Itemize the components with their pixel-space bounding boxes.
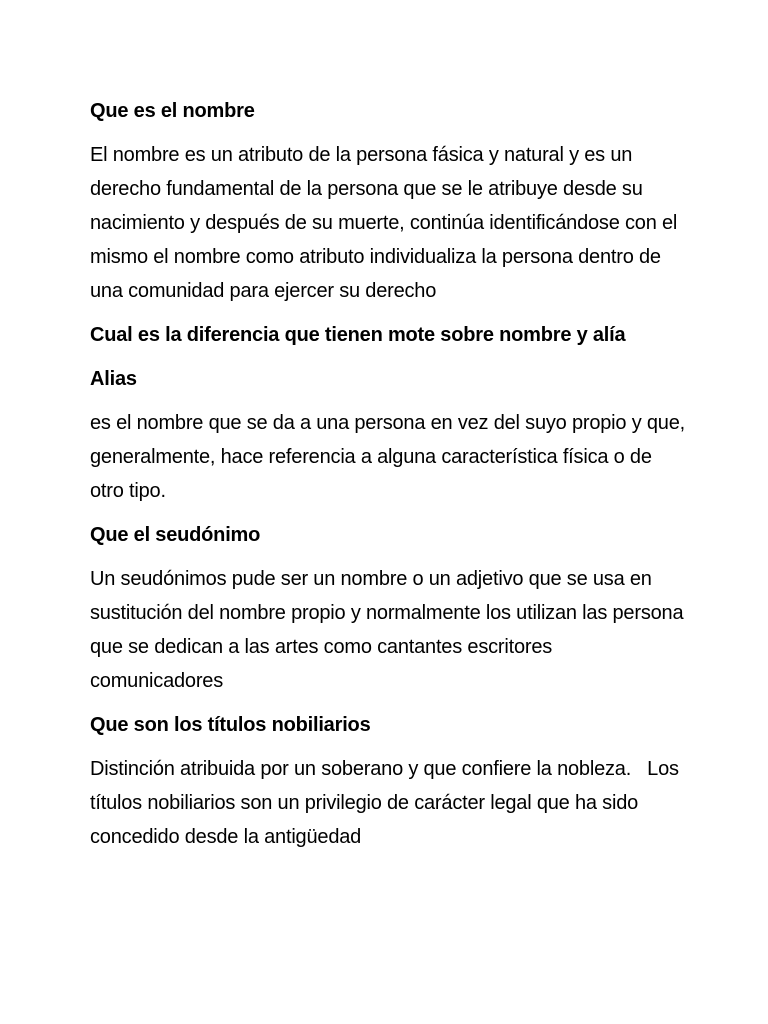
section-heading-titulos: Que son los títulos nobiliarios: [90, 714, 371, 736]
section-heading-seudonimo: Que el seudónimo: [90, 524, 261, 546]
section-body-titulos: Distinción atribuida por un soberano y que confiere la nobleza. Los títulos nobiliarios son un privilegio de carácter legal que ha sido concedido desde la antigüedad: [90, 758, 685, 848]
section-body-seudonimo: Un seudónimos pude ser un nombre o un adjetivo que se usa en sustitución del nombre propio y normalmente los utilizan las persona que se dedican a las artes como cantantes escritores comunicadores: [90, 568, 689, 692]
section-heading-nombre: Que es el nombre: [90, 100, 255, 122]
document-page: [90, 94, 690, 864]
section-heading-alias: Alias: [90, 368, 137, 390]
section-body-nombre: El nombre es un atributo de la persona fásica y natural y es un derecho fundamental de la persona que se le atribuye desde su nacimiento y después de su muerte, continúa identificándose con el mismo el nombre como atributo individualiza la persona dentro de una comunidad para ejercer su derecho: [90, 144, 683, 302]
section-heading-diferencia: Cual es la diferencia que tienen mote sobre nombre y alía: [90, 324, 626, 346]
section-body-alias: es el nombre que se da a una persona en vez del suyo propio y que, generalmente, hace referencia a alguna característica física o de otro tipo.: [90, 412, 691, 502]
